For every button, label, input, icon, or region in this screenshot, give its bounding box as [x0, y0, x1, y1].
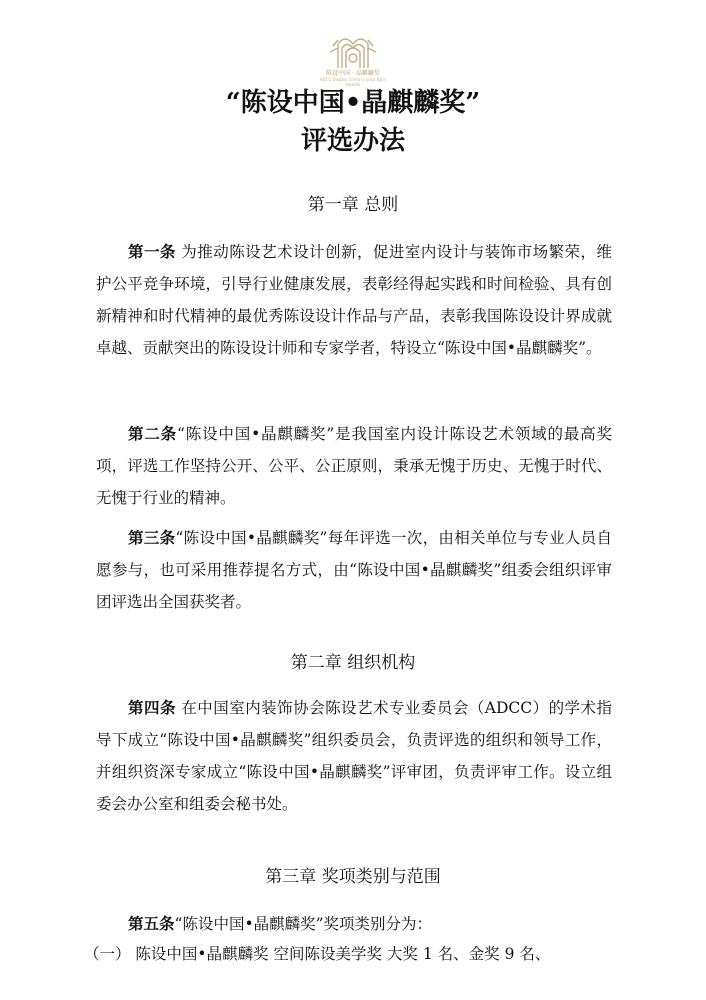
article-label: 第三条	[128, 528, 176, 547]
article-2	[96, 418, 612, 514]
document-title: “陈设中国•晶麒麟奖”	[225, 88, 481, 118]
article-label: 第四条	[128, 698, 176, 717]
article-text: “陈设中国•晶麒麟奖”每年评选一次，由相关单位与专业人员自愿参与，也可采用推荐提名方式，由“陈设中国•晶麒麟奖”组委会组织评审团评选出全国获奖者。	[96, 529, 612, 611]
article-text: “陈设中国•晶麒麟奖”是我国室内设计陈设艺术领域的最高奖项，评选工作坚持公开、公平、公正原则，秉承无愧于历史、无愧于时代、无愧于行业的精神。	[96, 425, 612, 507]
article-1	[96, 236, 612, 364]
article-text: “陈设中国•晶麒麟奖”奖项类别分为：	[174, 915, 433, 933]
article-label: 第五条	[128, 914, 175, 933]
article-label: 第一条	[128, 242, 176, 261]
article-label: 第二条	[128, 424, 177, 443]
article-3	[96, 522, 612, 618]
article-4	[96, 692, 612, 820]
chapter-2-heading: 第二章 组织机构	[290, 653, 416, 673]
article-text: 在中国室内装饰协会陈设艺术专业委员会（ADCC）的学术指导下成立“陈设中国•晶麒麟奖”组织委员会，负责评选的组织和领导工作，并组织资深专家成立“陈设中国•晶麒麟奖”评审团，负责评审工作。设立组委会办公室和组委会秘书处。	[96, 699, 612, 813]
document-subtitle: 评选办法	[300, 126, 405, 156]
award-category-item-1: （一） 陈设中国•晶麒麟奖 空间陈设美学奖 大奖 1 名、金奖 9 名、	[84, 945, 551, 963]
logo-subtext: ADCC Display China Crystal Kylin Awards	[319, 77, 387, 87]
chapter-1-heading: 第一章 总则	[307, 195, 399, 215]
chapter-3-heading: 第三章 奖项类别与范围	[265, 867, 441, 887]
article-5	[96, 908, 612, 940]
article-text: 为推动陈设艺术设计创新，促进室内设计与装饰市场繁荣，维护公平竞争环境，引导行业健康发展，表彰经得起实践和时间检验、具有创新精神和时代精神的最优秀陈设设计作品与产品，表彰我国陈设设计界成就卓越、贡献突出的陈设设计师和专家学者，特设立“陈设中国•晶麒麟奖”。	[96, 243, 612, 357]
logo-text: 陈设中国 · 晶麒麟奖	[326, 70, 380, 77]
